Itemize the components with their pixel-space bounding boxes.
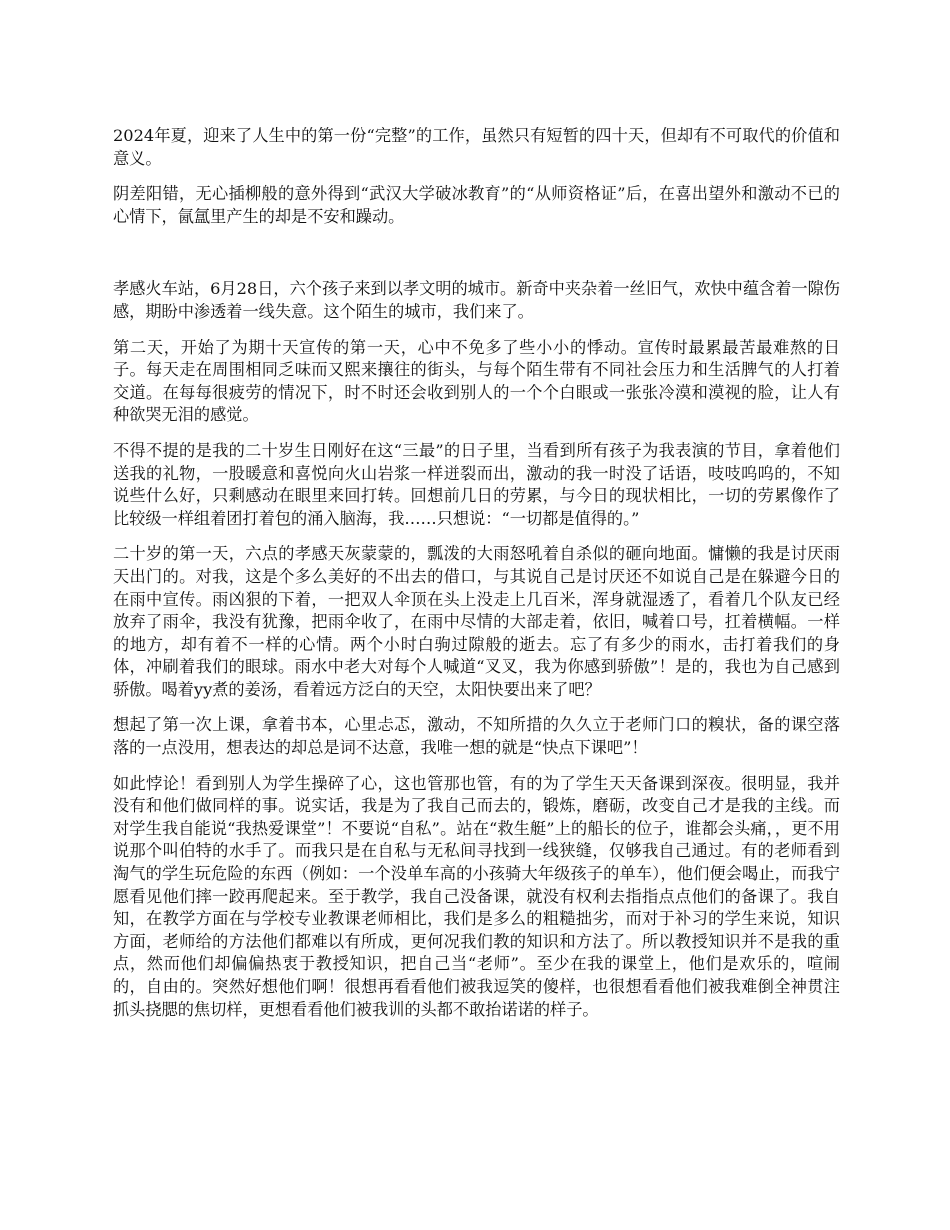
paragraph-rain: 二十岁的第一天，六点的孝感天灰蒙蒙的，瓢泼的大雨怒吼着自杀似的砸向地面。慵懒的我是讨厌雨天出门的。对我，这是个多么美好的不出去的借口，与其说自己是讨厌还不如说自己是在躲避今日的在雨中宣传。雨凶狠的下着，一把双人伞顶在头上没走上几百米，浑身就湿透了，看着几个队友已经放弃了雨伞，我没有犹豫，把雨伞收了，在雨中尽情的大部走着，依旧，喊着口号，扛着横幅。一样的地方，却有着不一样的心情。两个小时白驹过隙般的逝去。忘了有多少的雨水，击打着我们的身体，冲刷着我们的眼球。雨水中老大对每个人喊道“叉叉，我为你感到骄傲”！是的，我也为自己感到骄傲。喝着yy煮的姜汤，看着远方泛白的天空，太阳快要出来了吧？ bbox=[113, 544, 840, 699]
paragraph-first-class: 想起了第一次上课，拿着书本，心里忐忑，激动，不知所措的久久立于老师门口的糗状，备的课空落落的一点没用，想表达的却总是词不达意，我唯一想的就是“快点下课吧”！ bbox=[113, 715, 840, 758]
paragraph-arrival: 孝感火车站，6月28日，六个孩子来到以孝文明的城市。新奇中夹杂着一丝旧气，欢快中蕴含着一隙伤感，期盼中渗透着一线失意。这个陌生的城市，我们来了。 bbox=[113, 279, 840, 321]
paragraph-promotion: 第二天，开始了为期十天宣传的第一天，心中不免多了些小小的悸动。宣传时最累最苦最难熬的日子。每天走在周围相同乏味而又熙来攘往的街头，与每个陌生带有不同社会压力和生活脾气的人打着交道。在每每很疲劳的情况下，时不时还会收到别人的一个个白眼或一张张冷漠和漠视的脸，让人有种欲哭无泪的感觉。 bbox=[113, 337, 840, 425]
paragraph-intro: 2024年夏，迎来了人生中的第一份“完整”的工作，虽然只有短暂的四十天，但却有不可取代的价值和意义。 bbox=[113, 126, 840, 168]
paragraph-reflection: 如此悖论！看到别人为学生操碎了心，这也管那也管，有的为了学生天天备课到深夜。很明显，我并没有和他们做同样的事。说实话，我是为了我自己而去的，锻炼，磨砺，改变自己才是我的主线。而对学生我自能说“我热爱课堂”！不要说“自私”。站在“救生艇”上的船长的位子，谁都会头痛，，更不用说那个叫伯特的水手了。而我只是在自私与无私间寻找到一线狭缝，仅够我自己通过。有的老师看到淘气的学生玩危险的东西（例如：一个没单车高的小孩骑大年级孩子的单车），他们便会喝止，而我宁愿看见他们摔一跤再爬起来。至于教学，我自己没备课，就没有权利去指指点点他们的备课了。我自知，在教学方面在与学校专业教课老师相比，我们是多么的粗糙拙劣，而对于补习的学生来说，知识方面，老师给的方法他们都难以有所成，更何况我们教的知识和方法了。所以教授知识并不是我的重点，然而他们却偏偏热衷于教授知识，把自己当“老师”。至少在我的课堂上，他们是欢乐的，喧闹的，自由的。突然好想他们啊！很想再看看他们被我逗笑的傻样，也很想看看他们被我难倒全神贯注抓头挠腮的焦切样，更想看看他们被我训的头都不敢抬诺诺的样子。 bbox=[113, 773, 840, 1019]
paragraph-birthday: 不得不提的是我的二十岁生日刚好在这“三最”的日子里，当看到所有孩子为我表演的节目，拿着他们送我的礼物，一股暖意和喜悦向火山岩浆一样迸裂而出，激动的我一时没了话语，吱吱呜呜的，不知说些什么好，只剩感动在眼里来回打转。回想前几日的劳累，与今日的现状相比，一切的劳累像作了比较级一样组着团打着包的涌入脑海，我……只想说：“一切都是值得的。” bbox=[113, 440, 840, 528]
section-gap bbox=[113, 241, 840, 278]
document-body bbox=[113, 125, 840, 1034]
paragraph-certificate: 阴差阳错，无心插柳般的意外得到“武汉大学破冰教育”的“从师资格证”后，在喜出望外和激动不已的心情下，氤氲里产生的却是不安和躁动。 bbox=[113, 184, 840, 226]
